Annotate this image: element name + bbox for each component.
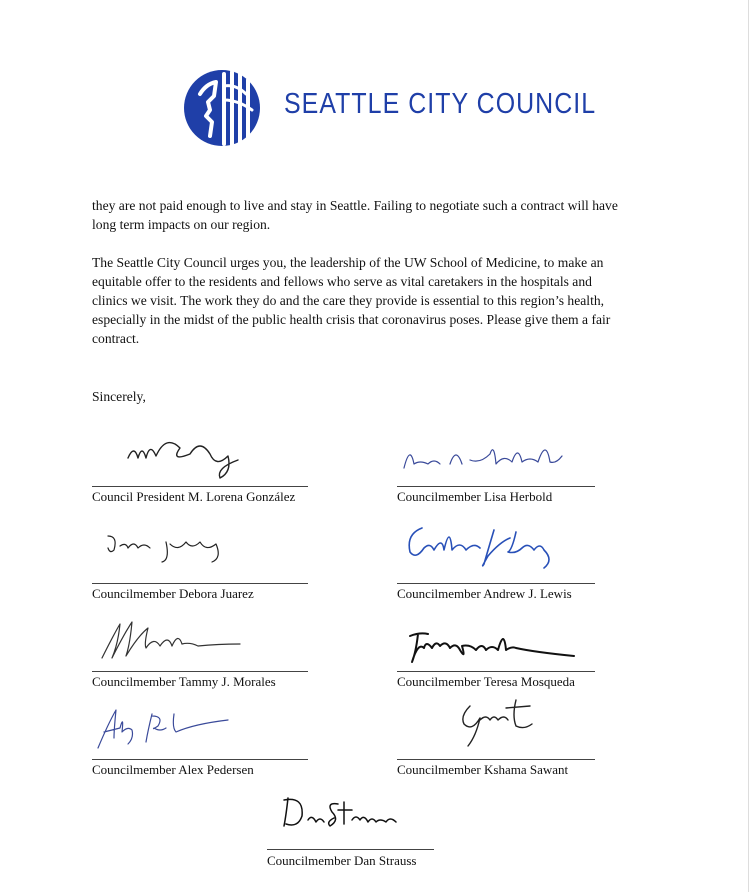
org-name: SEATTLE CITY COUNCIL xyxy=(284,88,597,120)
signature-line xyxy=(397,671,595,672)
city-seal-icon xyxy=(180,66,264,150)
signatory-title: Councilmember Lisa Herbold xyxy=(397,489,553,504)
text-line: clinics we visit. The work they do and the care they provide is essential to this region’s health, xyxy=(92,293,605,308)
signature-line xyxy=(92,583,308,584)
signatory-title: Councilmember Debora Juarez xyxy=(92,586,254,601)
signatory-title: Councilmember Kshama Sawant xyxy=(397,762,569,777)
signatory-title: Councilmember Andrew J. Lewis xyxy=(397,586,572,601)
signatory-title: Councilmember Dan Strauss xyxy=(267,853,417,868)
signature-lewis xyxy=(404,520,564,572)
signature-morales xyxy=(98,614,248,666)
signatory-title: Councilmember Tammy J. Morales xyxy=(92,674,276,689)
signature-strauss xyxy=(280,792,410,836)
signature-line xyxy=(92,671,308,672)
signatory-title: Council President M. Lorena González xyxy=(92,489,296,504)
signatory-title: Councilmember Alex Pedersen xyxy=(92,762,254,777)
text-line: The Seattle City Council urges you, the leadership of the UW School of Medicine, to make an xyxy=(92,255,604,270)
signature-line xyxy=(397,583,595,584)
signature-line xyxy=(92,486,308,487)
text-line: contract. xyxy=(92,331,140,346)
signature-sawant xyxy=(450,696,540,750)
text-line: especially in the midst of the public health crisis that coronavirus poses. Please give them a fair xyxy=(92,312,611,327)
text-line: they are not paid enough to live and stay in Seattle. Failing to negotiate such a contract will have xyxy=(92,198,618,213)
signature-line xyxy=(397,486,595,487)
signature-line xyxy=(92,759,308,760)
signature-juarez xyxy=(104,526,234,566)
signature-herbold xyxy=(400,434,570,478)
text-line: equitable offer to the residents and fellows who serve as vital caretakers in the hospitals and xyxy=(92,274,592,289)
paragraph-1 xyxy=(92,196,618,234)
signature-line xyxy=(267,849,434,850)
signature-mosqueda xyxy=(404,622,584,668)
signature-line xyxy=(397,759,595,760)
paragraph-2 xyxy=(92,253,610,348)
signature-gonzalez xyxy=(120,428,260,484)
closing: Sincerely, xyxy=(92,389,146,404)
seattle-city-council-logo xyxy=(180,66,597,150)
signature-pedersen xyxy=(94,704,234,752)
text-line: long term impacts on our region. xyxy=(92,217,271,232)
signatory-title: Councilmember Teresa Mosqueda xyxy=(397,674,575,689)
